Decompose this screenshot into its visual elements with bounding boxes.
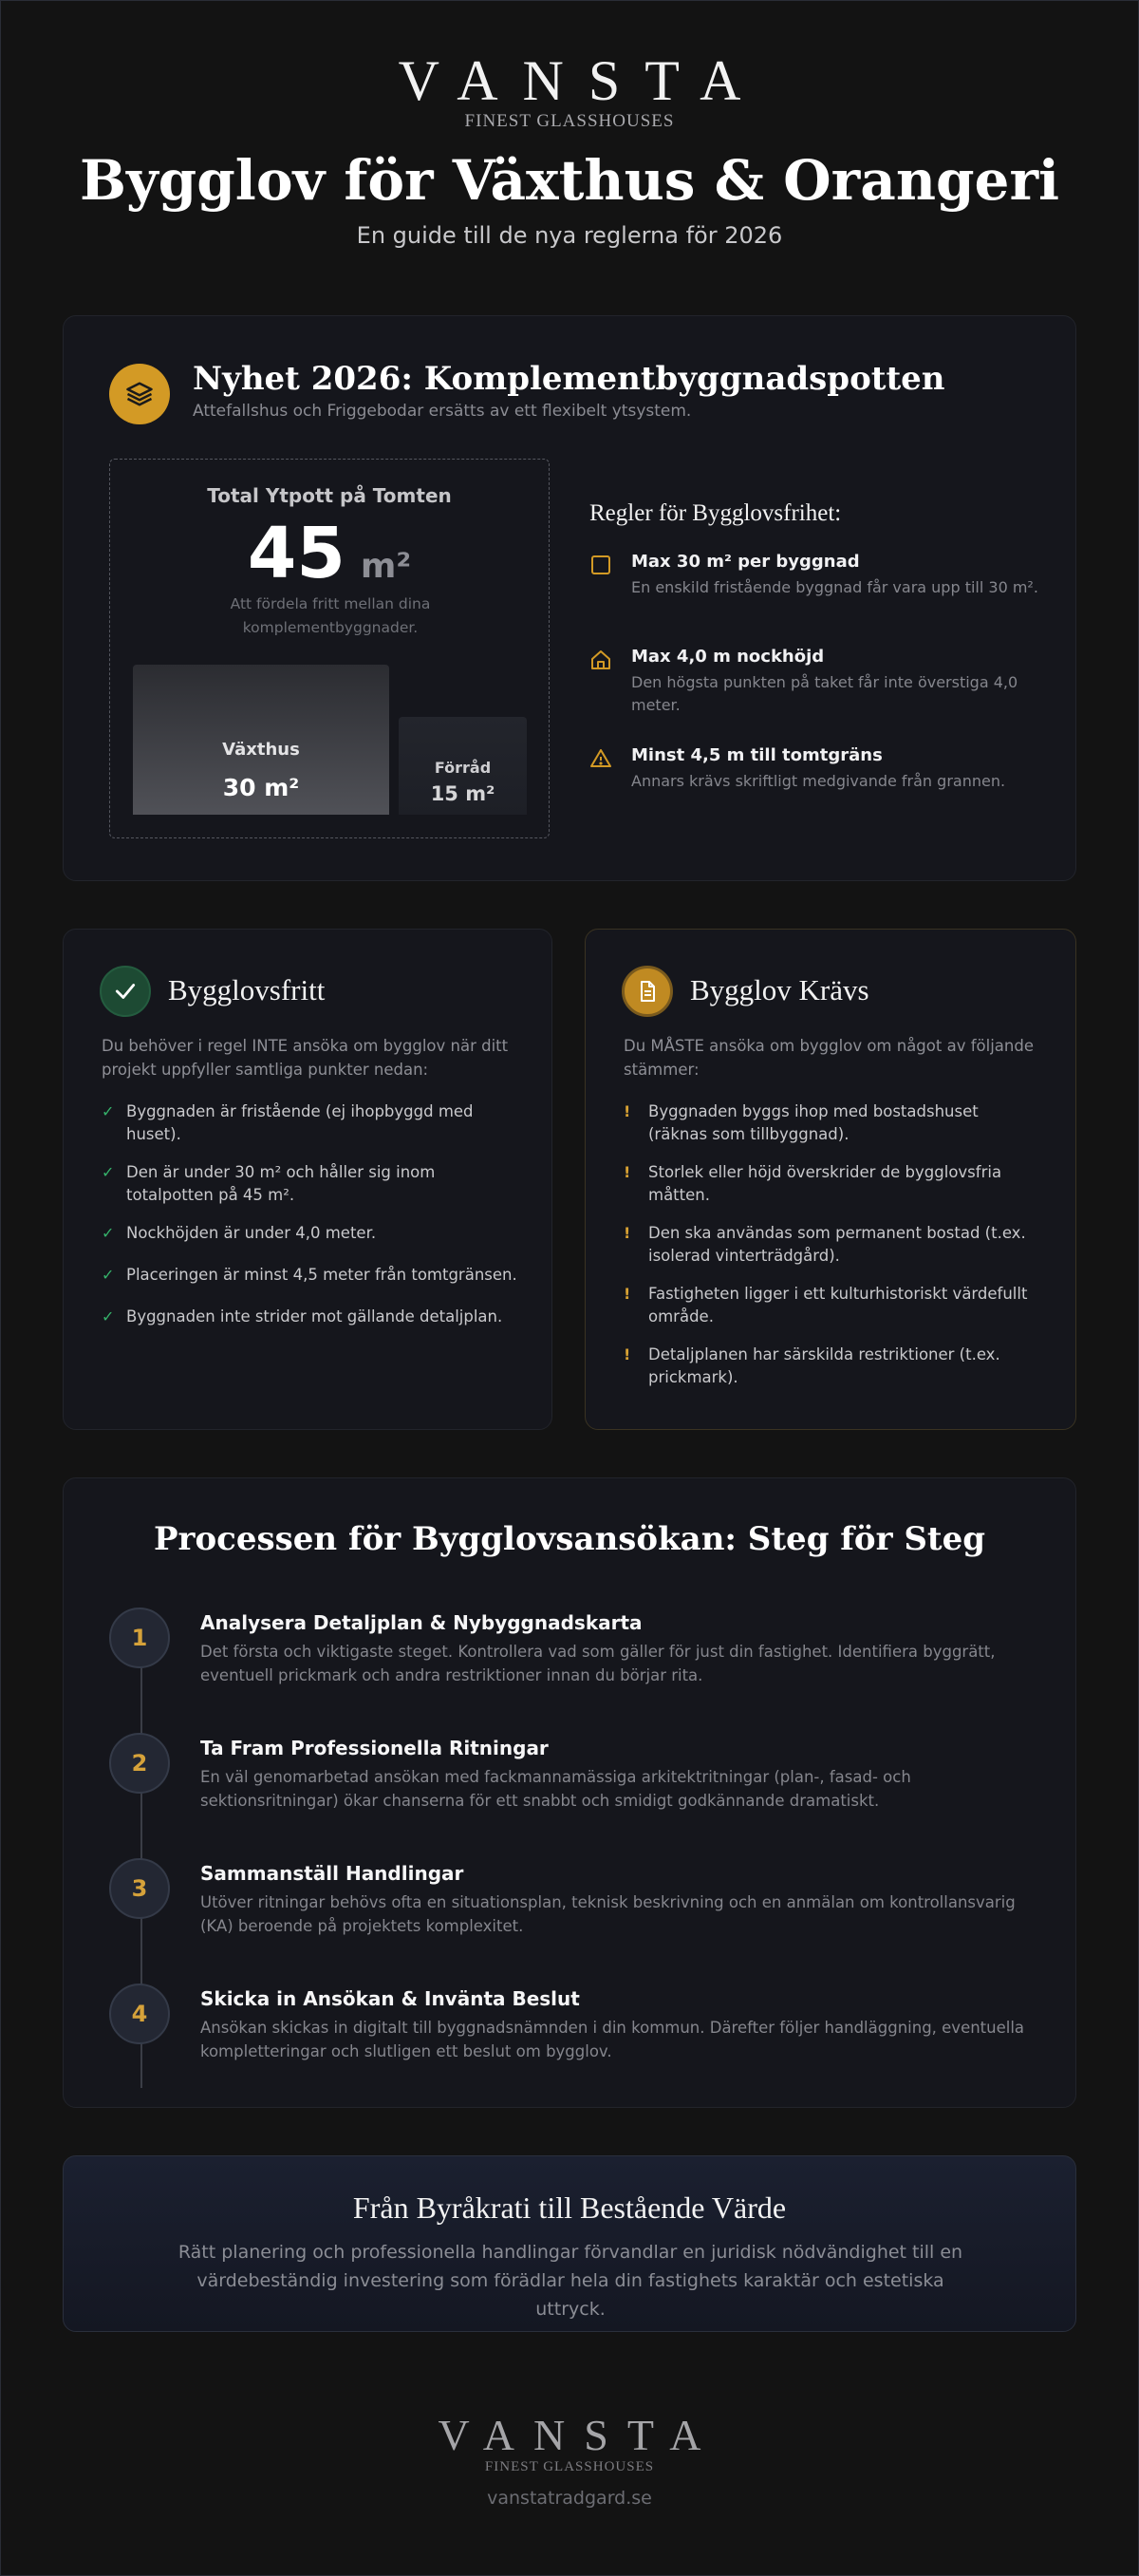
process-card [63, 1477, 1076, 2108]
rules-title: Regler för Bygglovsfrihet: [589, 500, 842, 526]
square-icon [589, 554, 612, 576]
news-card [63, 315, 1076, 881]
exclamation-icon: ! [624, 1163, 631, 1181]
exclamation-icon: ! [624, 1285, 631, 1303]
pot-bar-forrad [399, 717, 527, 815]
permit-free-intro: Du behöver i regel INTE ansöka om bygglov när ditt projekt uppfyller samtliga punkter nedan: [102, 1037, 509, 1079]
step-text: En väl genomarbetad ansökan med fackmannamässiga arkitektritningar (plan-, fasad- och sektionsritningar) ökar chanserna för ett snabbt och smidigt godkännande dramatiskt. [200, 1768, 911, 1810]
list-item [102, 1222, 519, 1245]
permit-free-list [102, 1100, 519, 1328]
exclamation-icon: ! [624, 1224, 631, 1242]
step-text: Utöver ritningar behövs ofta en situationsplan, teknisk beskrivning och en anmälan om kontrollansvarig (KA) beroende på projektets komplexitet. [200, 1893, 1016, 1935]
process-title: Processen för Bygglovsansökan: Steg för Steg [153, 1520, 986, 1558]
news-subtitle: Attefallshus och Friggebodar ersätts av ett flexibelt ytsystem. [193, 402, 692, 421]
layers-icon [109, 364, 170, 424]
pot-bar-vaxthus [133, 665, 389, 815]
list-item-text: Detaljplanen har särskilda restriktioner (t.ex. prickmark). [648, 1345, 1000, 1386]
list-item [624, 1100, 1041, 1146]
check-icon [100, 966, 151, 1017]
footer-brand-tagline: FINEST GLASSHOUSES [484, 2459, 655, 2474]
check-mark-icon: ✓ [102, 1102, 115, 1120]
permit-required-title: Bygglov Krävs [690, 973, 869, 1006]
list-item [102, 1100, 519, 1146]
permit-required-list [624, 1100, 1041, 1389]
list-item [624, 1283, 1041, 1328]
footer-brand-name: VANSTA [438, 2411, 720, 2459]
step-heading: Ta Fram Professionella Ritningar [200, 1737, 549, 1759]
bar-value: 30 m² [222, 774, 300, 801]
pot-total [110, 513, 549, 594]
step-heading: Sammanställ Handlingar [200, 1862, 464, 1885]
footer-brand-logo [0, 2412, 1139, 2475]
brand-logo [0, 49, 1139, 131]
document-icon [622, 966, 673, 1017]
news-title: Nyhet 2026: Komplementbyggnadspotten [193, 360, 945, 398]
list-item-text: Byggnaden är fristående (ej ihopbyggd med huset). [126, 1102, 474, 1143]
bar-label: Växthus [222, 740, 300, 760]
permit-required-card [585, 929, 1076, 1430]
rule-text: Den högsta punkten på taket får inte överstiga 4,0 meter. [631, 673, 1018, 714]
warning-icon [589, 747, 612, 770]
list-item-text: Den ska användas som permanent bostad (t.ex. isolerad vinterträdgård). [648, 1224, 1026, 1265]
brand-tagline: FINEST GLASSHOUSES [464, 111, 675, 131]
brand-name: VANSTA [398, 49, 766, 112]
list-item-text: Storlek eller höjd överskrider de bygglovsfria måtten. [648, 1163, 1002, 1204]
step-heading: Analysera Detaljplan & Nybyggnadskarta [200, 1611, 643, 1634]
list-item [624, 1222, 1041, 1268]
permit-free-card [63, 929, 552, 1430]
website-link[interactable]: vanstatradgard.se [487, 2488, 652, 2509]
rule-heading: Max 30 m² per byggnad [631, 552, 860, 572]
list-item-text: Byggnaden byggs ihop med bostadshuset (räknas som tillbyggnad). [648, 1102, 979, 1143]
area-pot-box [109, 459, 550, 838]
bar-value: 15 m² [430, 782, 495, 805]
pot-note: Att fördela fritt mellan dina komplementbyggnader. [230, 595, 431, 636]
pot-unit: m² [360, 547, 412, 586]
pot-title: Total Ytpott på Tomten [207, 484, 452, 507]
step-text: Det första och viktigaste steget. Kontrollera vad som gäller för just din fastighet. Identifiera byggrätt, eventuell prickmark och andra restriktioner innan du börjar rita. [200, 1643, 996, 1684]
list-item [102, 1264, 519, 1287]
list-item-text: Byggnaden inte strider mot gällande detaljplan. [126, 1307, 503, 1326]
closing-card [63, 2155, 1076, 2332]
step-text: Ansökan skickas in digitalt till byggnadsnämnden i din kommun. Därefter följer handläggning, eventuella kompletteringar och slutligen ett beslut om bygglov. [200, 2019, 1025, 2060]
check-mark-icon: ✓ [102, 1224, 115, 1242]
rule-text: Annars krävs skriftligt medgivande från grannen. [631, 772, 1006, 790]
list-item-text: Nockhöjden är under 4,0 meter. [126, 1224, 377, 1242]
exclamation-icon: ! [624, 1345, 631, 1363]
list-item-text: Fastigheten ligger i ett kulturhistoriskt värdefullt område. [648, 1285, 1028, 1326]
check-mark-icon: ✓ [102, 1307, 115, 1326]
home-icon [589, 649, 612, 671]
rule-heading: Minst 4,5 m till tomtgräns [631, 745, 883, 765]
list-item [624, 1161, 1041, 1207]
check-mark-icon: ✓ [102, 1266, 115, 1284]
check-mark-icon: ✓ [102, 1163, 115, 1181]
step-number: 1 [109, 1608, 170, 1668]
closing-title: Från Byråkrati till Bestående Värde [352, 2191, 787, 2225]
list-item [624, 1344, 1041, 1389]
pot-value: 45 [247, 513, 345, 594]
exclamation-icon: ! [624, 1102, 631, 1120]
page-title: Bygglov för Växthus & Orangeri [79, 148, 1060, 213]
step-number: 3 [109, 1858, 170, 1919]
list-item [102, 1306, 519, 1328]
page-subtitle: En guide till de nya reglerna för 2026 [356, 222, 783, 249]
list-item-text: Placeringen är minst 4,5 meter från tomtgränsen. [126, 1266, 517, 1284]
step-heading: Skicka in Ansökan & Invänta Beslut [200, 1987, 580, 2010]
bar-label: Förråd [434, 759, 492, 777]
step-number: 2 [109, 1733, 170, 1794]
list-item-text: Den är under 30 m² och håller sig inom totalpotten på 45 m². [126, 1163, 436, 1204]
permit-required-intro: Du MÅSTE ansöka om bygglov om något av följande stämmer: [624, 1037, 1034, 1079]
list-item [102, 1161, 519, 1207]
closing-text: Rätt planering och professionella handlingar förvandlar en juridisk nödvändighet till en värdebeständig investering som förädlar hela din fastighets karaktär och estetiska uttryck. [177, 2242, 963, 2320]
step-number: 4 [109, 1984, 170, 2044]
rule-text: En enskild fristående byggnad får vara upp till 30 m². [631, 578, 1038, 596]
permit-free-title: Bygglovsfritt [168, 973, 326, 1006]
rule-heading: Max 4,0 m nockhöjd [631, 647, 825, 667]
